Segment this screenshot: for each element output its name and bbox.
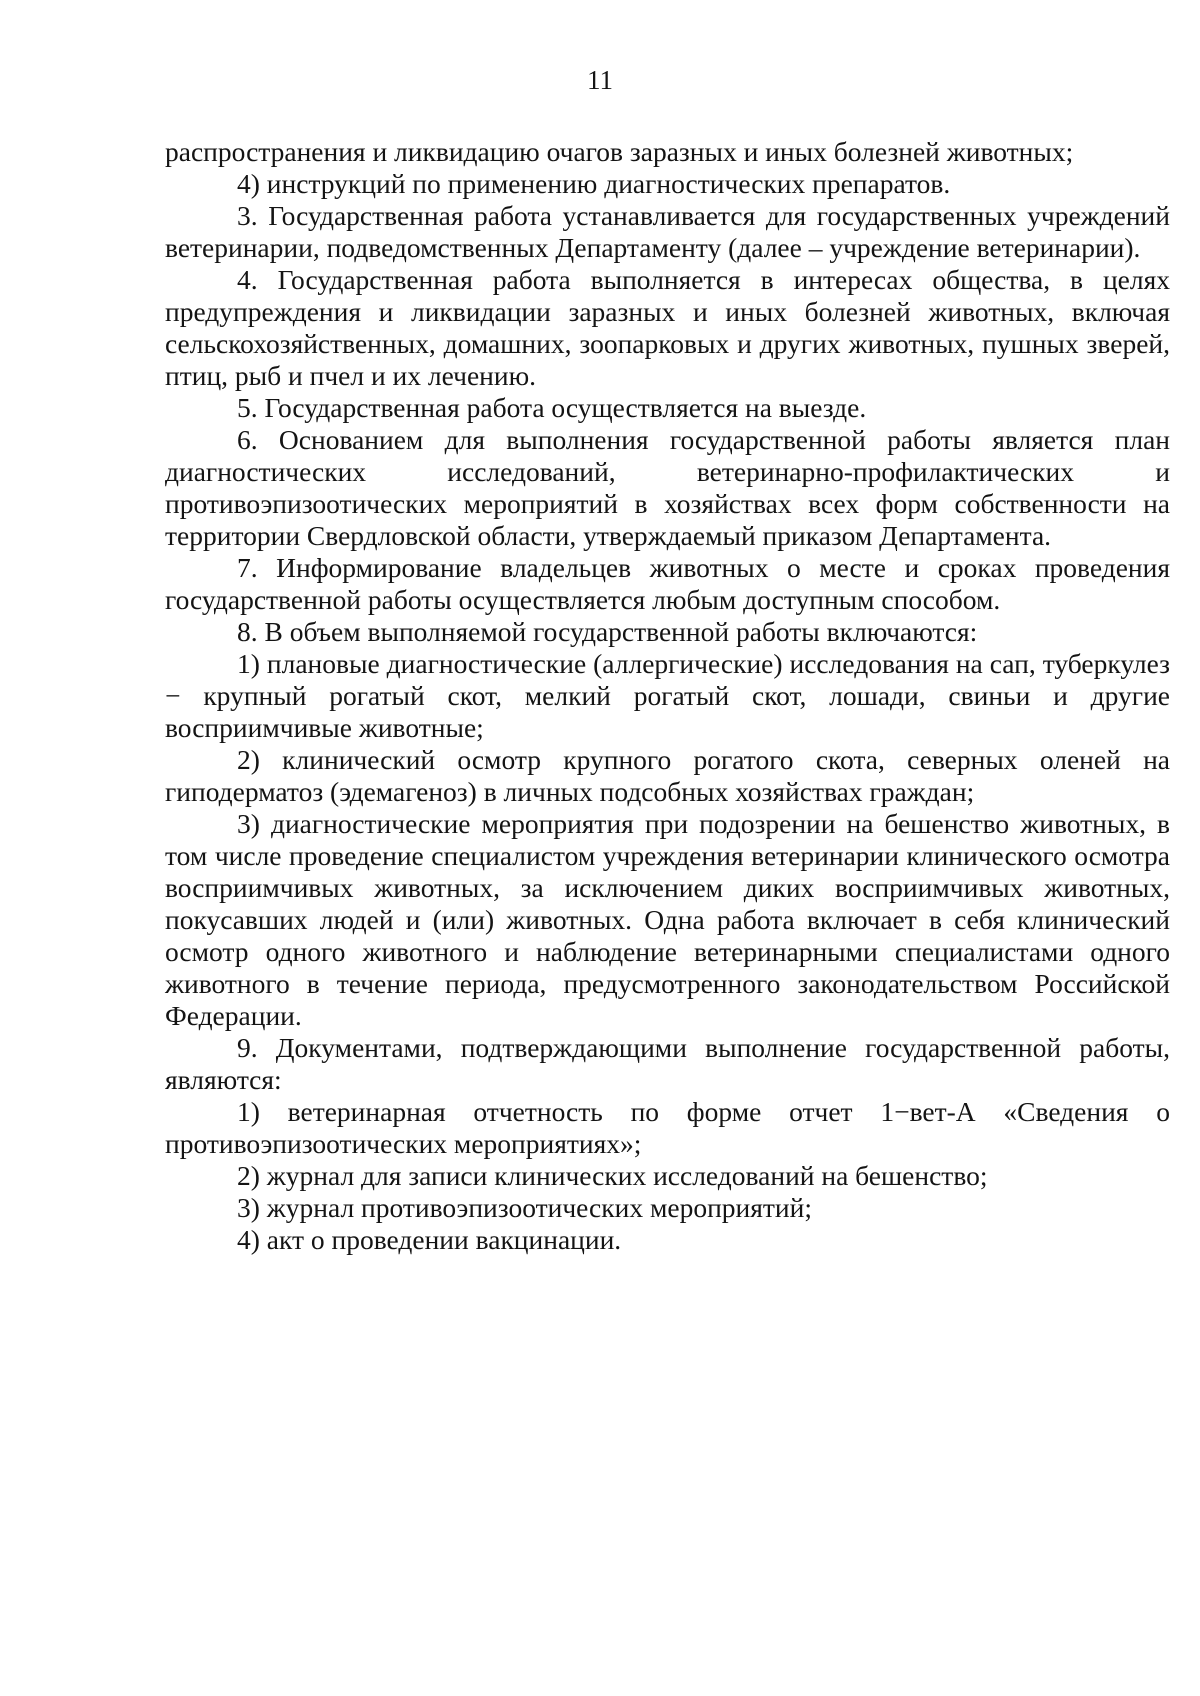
page-number: 11 (587, 65, 613, 95)
paragraph-clause-7: 7. Информирование владельцев животных о месте и сроках проведения государственной работы осуществляется любым доступным способом. (165, 552, 1170, 615)
paragraph-clause-5: 5. Государственная работа осуществляется на выезде. (237, 392, 867, 423)
paragraph-clause-4: 4. Государственная работа выполняется в интересах общества, в целях предупреждения и ликвидации заразных и иных болезней животных, включая сельскохозяйственных, домашних, зоопарковых и других животных, пушных зверей, птиц, рыб и пчел и их лечению. (165, 264, 1170, 391)
paragraph-clause-8-item-3: 3) диагностические мероприятия при подозрении на бешенство животных, в том числе проведение специалистом учреждения ветеринарии клинического осмотра восприимчивых животных, за исключением диких восприимчивых животных, покусавших людей и (или) животных. Одна работа включает в себя клинический осмотр одного животного и наблюдение ветеринарными специалистами одного животного в течение периода, предусмотренного законодательством Российской Федерации. (165, 808, 1170, 1031)
document-body (165, 136, 1170, 1256)
paragraph-clause-9: 9. Документами, подтверждающими выполнение государственной работы, являются: (165, 1032, 1170, 1095)
paragraph-clause-8: 8. В объем выполняемой государственной работы включаются: (237, 616, 978, 647)
paragraph-clause-8-item-2: 2) клинический осмотр крупного рогатого скота, северных оленей на гиподерматоз (эдемагеноз) в личных подсобных хозяйствах граждан; (165, 744, 1170, 807)
paragraph-clause-6: 6. Основанием для выполнения государственной работы является план диагностических исследований, ветеринарно-профилактических и противоэпизоотических мероприятий в хозяйствах всех форм собственности на территории Свердловской области, утверждаемый приказом Департамента. (165, 424, 1170, 551)
paragraph-clause-9-item-1: 1) ветеринарная отчетность по форме отчет 1−вет-А «Сведения о противоэпизоотических мероприятиях»; (165, 1096, 1170, 1159)
paragraph-clause-3: 3. Государственная работа устанавливается для государственных учреждений ветеринарии, подведомственных Департаменту (далее – учреждение ветеринарии). (165, 200, 1170, 263)
paragraph-continuation: распространения и ликвидацию очагов заразных и иных болезней животных; (165, 136, 1074, 167)
paragraph-clause-9-item-3: 3) журнал противоэпизоотических мероприятий; (237, 1192, 812, 1223)
paragraph-clause-8-item-1: 1) плановые диагностические (аллергические) исследования на сап, туберкулез − крупный рогатый скот, мелкий рогатый скот, лошади, свиньи и другие восприимчивые животные; (165, 648, 1170, 743)
paragraph-item-4-instructions: 4) инструкций по применению диагностических препаратов. (237, 168, 951, 199)
paragraph-clause-9-item-2: 2) журнал для записи клинических исследований на бешенство; (237, 1160, 988, 1191)
paragraph-clause-9-item-4: 4) акт о проведении вакцинации. (237, 1224, 622, 1255)
